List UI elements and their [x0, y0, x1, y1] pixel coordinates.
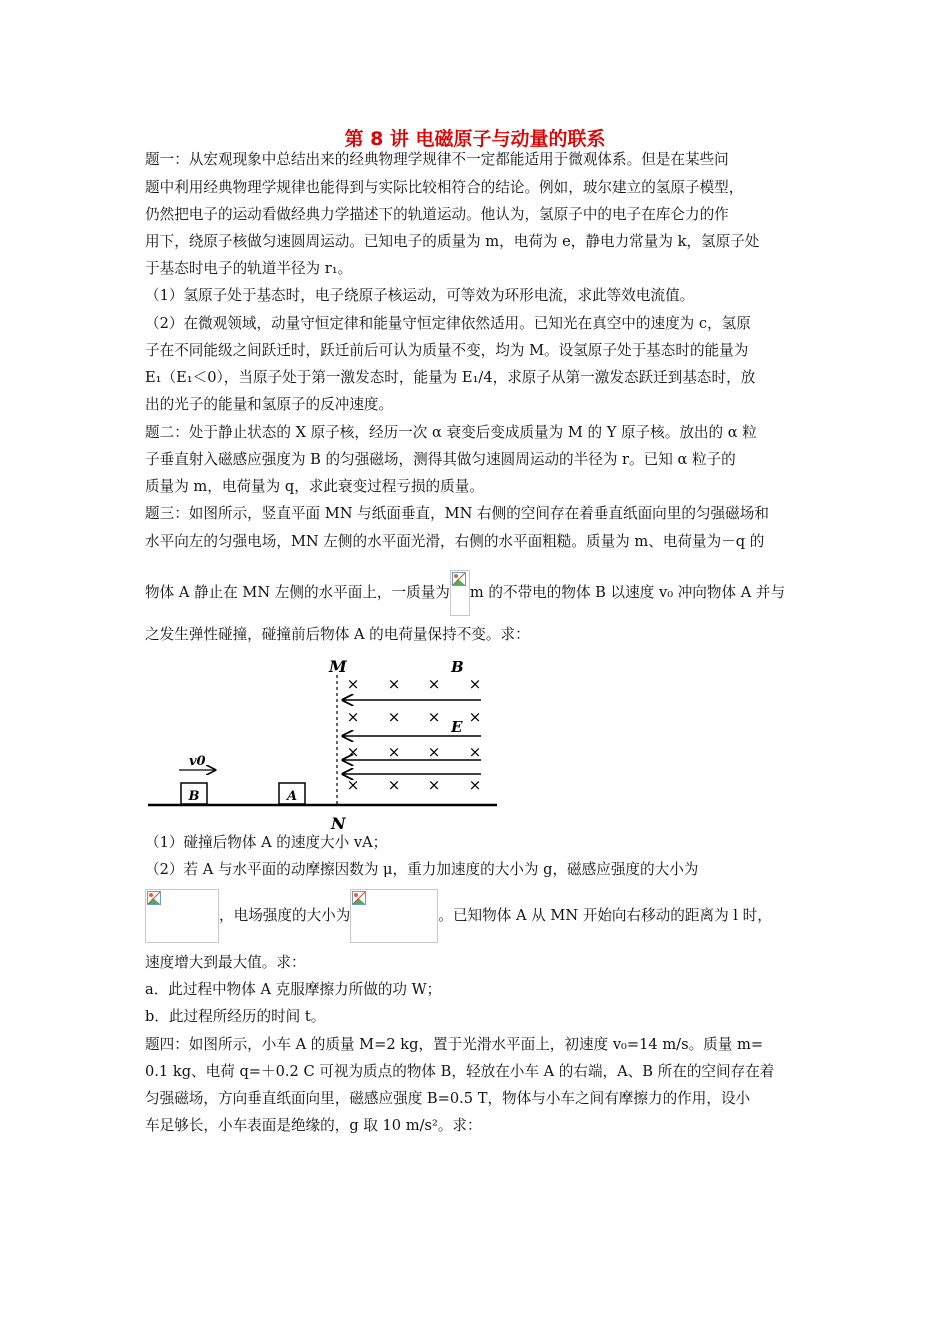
b-field-cross: ×: [468, 743, 482, 761]
q3-sub1: （1）碰撞后物体 A 的速度大小 vA；: [145, 834, 388, 851]
b-field-cross: ×: [468, 708, 482, 726]
q1-line: 题一：从宏观现象中总结出来的经典物理学规律不一定都能适用于微观体系。但是在某些问: [145, 151, 729, 168]
q3-sub2: 速度增大到最大值。求：: [145, 954, 306, 971]
q3-sub2-text-b: 。已知物体 A 从 MN 开始向右移动的距离为 l 时，: [438, 907, 772, 924]
broken-image-icon: [450, 570, 470, 616]
b-field-cross: ×: [387, 776, 401, 794]
q3-line: 之发生弹性碰撞，碰撞前后物体 A 的电荷量保持不变。求：: [145, 626, 530, 643]
b-field-cross: ×: [427, 776, 441, 794]
label-b-field: B: [451, 658, 464, 676]
q4-line: 题四：如图所示，小车 A 的质量 M=2 kg，置于光滑水平面上，初速度 v₀=14 m/s。质量 m=: [145, 1036, 764, 1053]
q1-line: 于基态时电子的轨道半径为 r₁。: [145, 260, 353, 277]
q3-sub2: （2）若 A 与水平面的动摩擦因数为 μ，重力加速度的大小为 g，磁感应强度的大小为: [145, 861, 699, 878]
q3-sub-b: b．此过程所经历的时间 t。: [145, 1008, 326, 1025]
b-field-cross: ×: [346, 743, 360, 761]
q1-line: 用下，绕原子核做匀速圆周运动。已知电子的质量为 m，电荷为 e，静电力常量为 k，氢原子处: [145, 233, 760, 250]
label-m: M: [329, 657, 347, 676]
page-title: 第 8 讲 电磁原子与动量的联系: [344, 128, 606, 150]
q3-sub2-formula-line: [145, 888, 810, 944]
q2-line: 质量为 m，电荷量为 q，求此衰变过程亏损的质量。: [145, 478, 484, 495]
q3-line: 水平向左的匀强电场，MN 左侧的水平面光滑，右侧的水平面粗糙。质量为 m、电荷量为－q 的: [145, 533, 765, 550]
q2-line: 子垂直射入磁感应强度为 B 的匀强磁场，测得其做匀速圆周运动的半径为 r。已知 α 粒子的: [145, 451, 736, 468]
q1-line: 题中利用经典物理学规律也能得到与实际比较相符合的结论。例如，玻尔建立的氢原子模型，: [145, 179, 744, 196]
block-a-label: A: [286, 789, 298, 804]
label-v0: v0: [189, 754, 206, 769]
broken-image-icon: [350, 889, 438, 943]
q3-line: [145, 570, 810, 616]
q1-sub2: （2）在微观领域，动量守恒定律和能量守恒定律依然适用。已知光在真空中的速度为 c，氢原: [145, 315, 751, 332]
b-field-cross: ×: [468, 675, 482, 693]
b-field-cross: ×: [346, 776, 360, 794]
q4-line: 车足够长，小车表面是绝缘的，g 取 10 m/s²。求：: [145, 1117, 482, 1134]
q3-sub2-text-a: ，电场强度的大小为: [219, 907, 351, 924]
block-b-label: B: [188, 789, 200, 804]
b-field-cross: ×: [387, 743, 401, 761]
q1-sub2: 子在不同能级之间跃迁时，跃迁前后可认为质量不变，均为 M。设氢原子处于基态时的能量为: [145, 342, 749, 359]
physics-figure: [145, 655, 505, 835]
label-n: N: [331, 814, 346, 833]
q3-line3-b: m 的不带电的物体 B 以速度 v₀ 冲向物体 A 并与: [469, 584, 786, 601]
b-field-cross: ×: [468, 776, 482, 794]
q1-sub2: E₁（E₁＜0），当原子处于第一激发态时，能量为 E₁/4，求原子从第一激发态跃迁到基态时，放: [145, 369, 756, 386]
b-field-cross: ×: [427, 708, 441, 726]
b-field-cross: ×: [427, 675, 441, 693]
q4-line: 匀强磁场，方向垂直纸面向里，磁感应强度 B=0.5 T，物体与小车之间有摩擦力的作用，设小: [145, 1090, 751, 1107]
q1-sub1: （1）氢原子处于基态时，电子绕原子核运动，可等效为环形电流，求此等效电流值。: [145, 287, 695, 304]
q1-sub2: 出的光子的能量和氢原子的反冲速度。: [145, 396, 394, 413]
b-field-cross: ×: [346, 708, 360, 726]
b-field-cross: ×: [427, 743, 441, 761]
b-field-cross: ×: [346, 675, 360, 693]
q2-line: 题二：处于静止状态的 X 原子核，经历一次 α 衰变后变成质量为 M 的 Y 原子核。放出的 α 粒: [145, 424, 757, 441]
q3-line: 题三：如图所示，竖直平面 MN 与纸面垂直，MN 右侧的空间存在着垂直纸面向里的匀强磁场和: [145, 505, 769, 522]
q4-line: 0.1 kg、电荷 q=＋0.2 C 可视为质点的物体 B，轻放在小车 A 的右端，A、B 所在的空间存在着: [145, 1063, 775, 1080]
q3-line3-a: 物体 A 静止在 MN 左侧的水平面上，一质量为: [145, 584, 450, 601]
b-field-cross: ×: [387, 708, 401, 726]
q3-sub-a: a．此过程中物体 A 克服摩擦力所做的功 W；: [145, 981, 442, 998]
q1-line: 仍然把电子的运动看做经典力学描述下的轨道运动。他认为，氢原子中的电子在库仑力的作: [145, 206, 729, 223]
broken-image-icon: [145, 889, 219, 943]
label-e-field: E: [451, 718, 463, 736]
b-field-cross: ×: [387, 675, 401, 693]
